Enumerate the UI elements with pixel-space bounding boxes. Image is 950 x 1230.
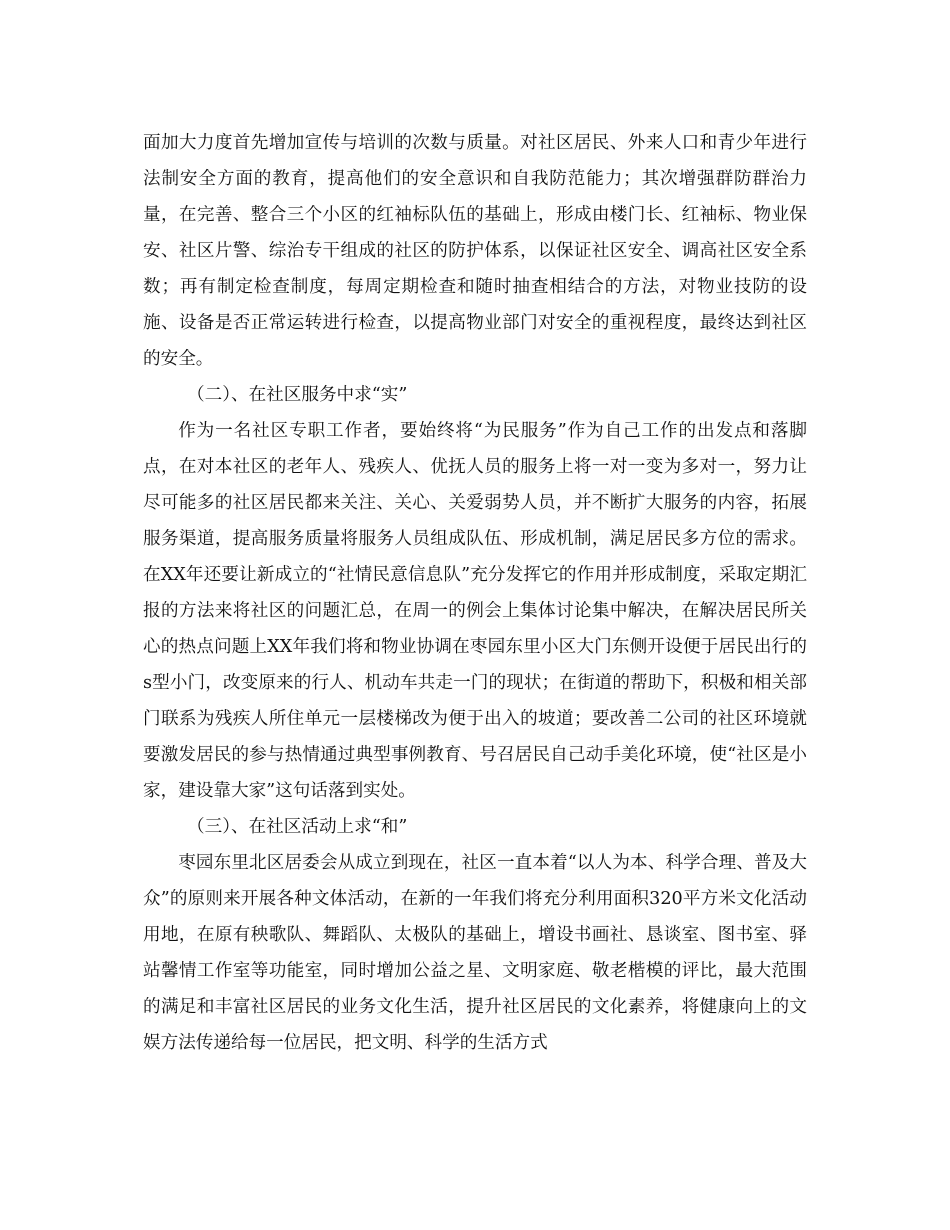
section-heading-activities: （三）、在社区活动上求“和” xyxy=(187,817,408,837)
document-body xyxy=(143,125,807,1061)
paragraph-service: 作为一名社区专职工作者，要始终将“为民服务”作为自己工作的出发点和落脚点，在对本社区的老年人、残疾人、优抚人员的服务上将一对一变为多对一，努力让尽可能多的社区居民都来关注、关心、关爱弱势人员，并不断扩大服务的内容，拓展服务渠道，提高服务质量将服务人员组成队伍、形成机制，满足居民多方位的需求。在XX年还要让新成立的“社情民意信息队”充分发挥它的作用并形成制度，采取定期汇报的方法来将社区的问题汇总，在周一的例会上集体讨论集中解决，在解决居民所关心的热点问题上XX年我们将和物业协调在枣园东里小区大门东侧开设便于居民出行的s型小门，改变原来的行人、机动车共走一门的现状；在街道的帮助下，积极和相关部门联系为残疾人所住单元一层楼梯改为便于出入的坡道；要改善二公司的社区环境就要激发居民的参与热情通过典型事例教育、号召居民自己动手美化环境，使“社区是小家，建设靠大家”这句话落到实处。 xyxy=(143,421,807,801)
paragraph-activities: 枣园东里北区居委会从成立到现在，社区一直本着“以人为本、科学合理、普及大众”的原则来开展各种文体活动，在新的一年我们将充分利用面积320平方米文化活动用地，在原有秧歌队、舞蹈队、太极队的基础上，增设书画社、恳谈室、图书室、驿站馨情工作室等功能室，同时增加公益之星、文明家庭、敬老楷模的评比，最大范围的满足和丰富社区居民的业务文化生活，提升社区居民的文化素养，将健康向上的文娱方法传递给每一位居民，把文明、科学的生活方式 xyxy=(143,853,807,1053)
paragraph-safety: 面加大力度首先增加宣传与培训的次数与质量。对社区居民、外来人口和青少年进行法制安全方面的教育，提高他们的安全意识和自我防范能力；其次增强群防群治力量，在完善、整合三个小区的红袖标队伍的基础上，形成由楼门长、红袖标、物业保安、社区片警、综治专干组成的社区的防护体系，以保证社区安全、调高社区安全系数；再有制定检查制度，每周定期检查和随时抽查相结合的方法，对物业技防的设施、设备是否正常运转进行检查，以提高物业部门对安全的重视程度，最终达到社区的安全。 xyxy=(143,133,807,369)
section-heading-service: （二）、在社区服务中求“实” xyxy=(187,385,408,405)
